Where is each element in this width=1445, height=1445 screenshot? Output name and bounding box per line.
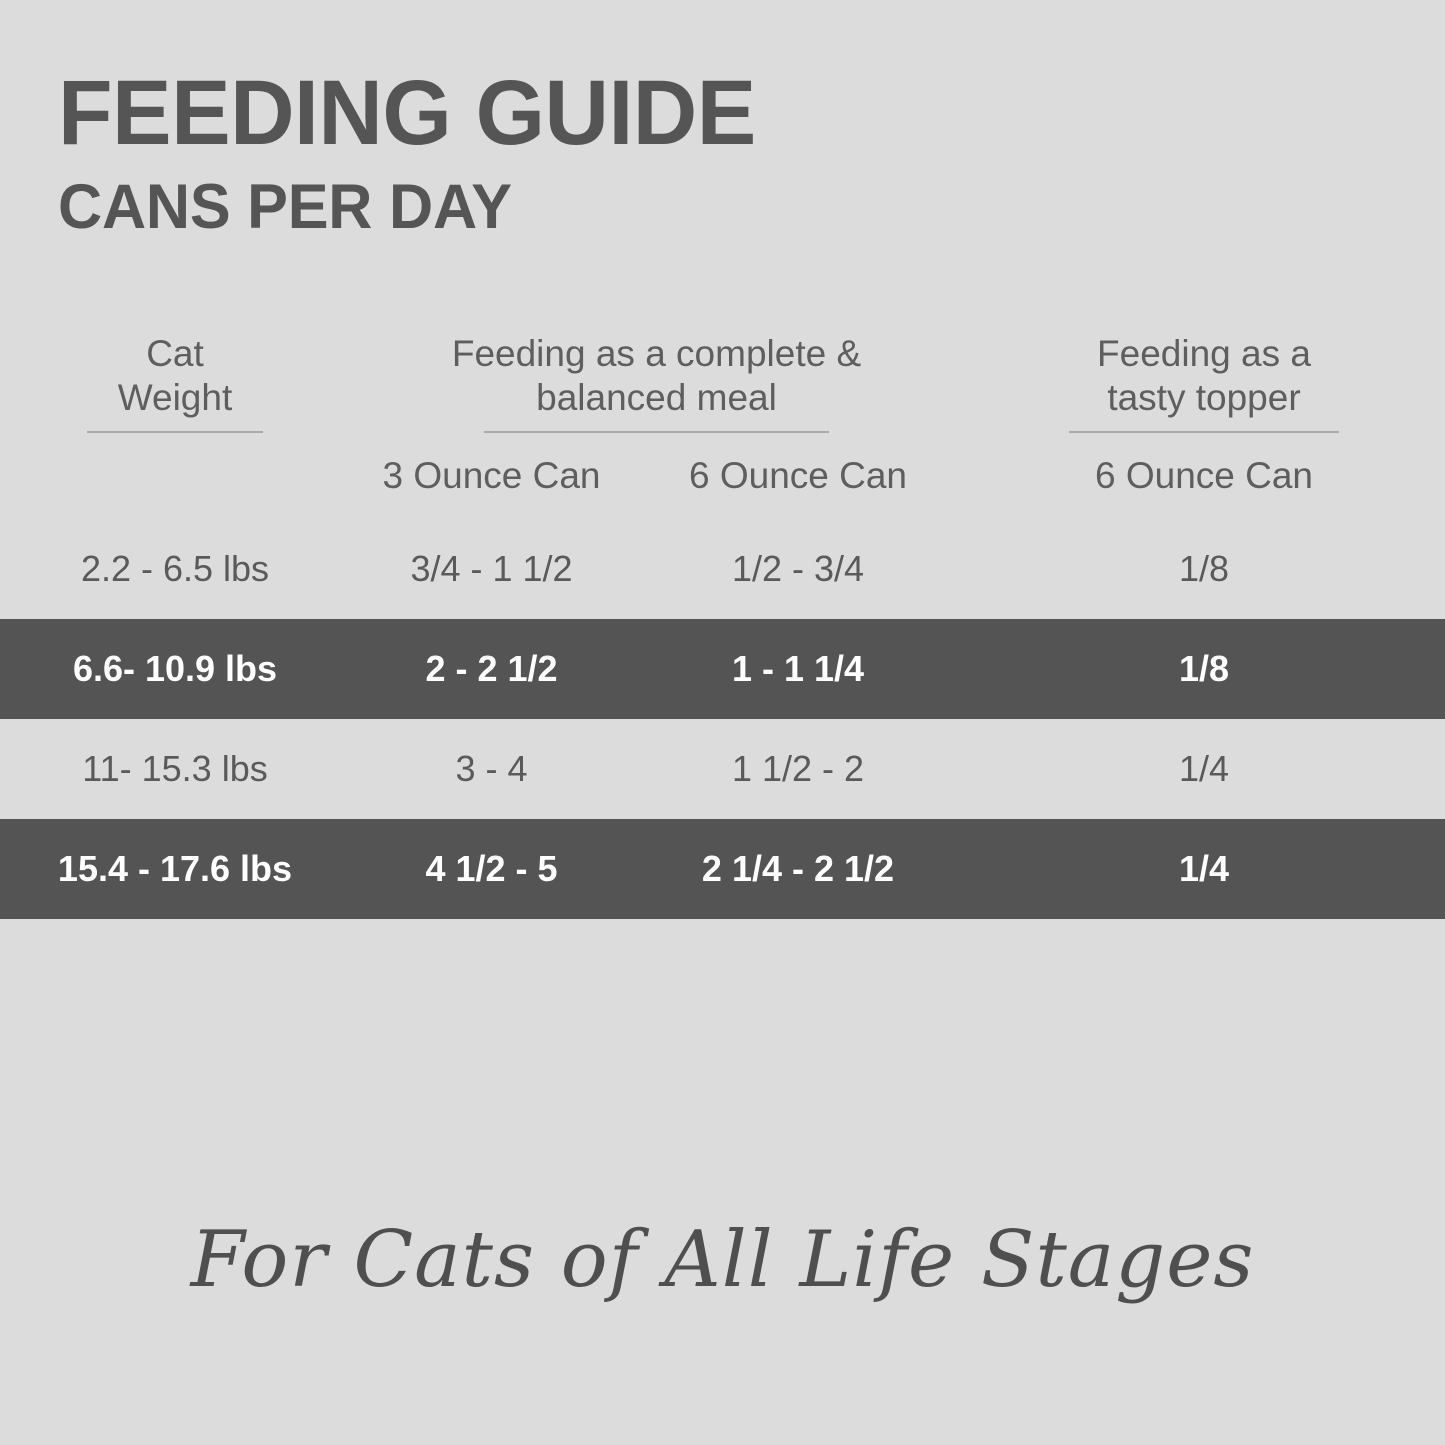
cell-complete-3oz: 3 - 4 [455, 747, 528, 789]
header-complete-balanced [350, 332, 963, 433]
page-subtitle: CANS PER DAY [58, 172, 512, 243]
cell-complete-6oz: 2 1/4 - 2 1/2 [701, 847, 895, 889]
header-rule-topper [1069, 431, 1339, 433]
footer-tagline: For Cats of All Life Stages [190, 1215, 1255, 1305]
header-rule-complete [484, 431, 829, 433]
title-block [58, 62, 777, 243]
cell-weight: 6.6- 10.9 lbs [72, 647, 278, 689]
subheader-complete-6oz: 6 Ounce Can [688, 454, 908, 496]
subheader-spacer [0, 497, 1445, 519]
table-subheader-row [0, 455, 1445, 497]
cell-topper-6oz: 1/8 [1178, 547, 1230, 589]
feeding-table [0, 332, 1445, 919]
cell-weight: 11- 15.3 lbs [82, 747, 268, 789]
cell-complete-6oz: 1 1/2 - 2 [731, 747, 865, 789]
header-cat-weight-line1: Cat [146, 333, 204, 374]
cell-weight: 2.2 - 6.5 lbs [80, 547, 270, 589]
cell-complete-3oz: 2 - 2 1/2 [425, 647, 558, 689]
cell-topper-6oz: 1/4 [1178, 747, 1230, 789]
table-row [0, 519, 1445, 619]
table-header-row [0, 332, 1445, 433]
cell-complete-3oz: 3/4 - 1 1/2 [410, 547, 573, 589]
cell-topper-6oz: 1/4 [1178, 847, 1230, 889]
header-cat-weight [0, 332, 350, 433]
header-topper-line1: Feeding as a [1097, 333, 1311, 374]
header-complete-line1: Feeding as a complete & [451, 333, 862, 374]
table-row [0, 619, 1445, 719]
header-complete-line2: balanced meal [536, 377, 777, 419]
table-row [0, 719, 1445, 819]
cell-weight: 15.4 - 17.6 lbs [57, 847, 293, 889]
header-cat-weight-line2: Weight [117, 377, 233, 419]
header-rule-weight [87, 431, 263, 433]
cell-complete-6oz: 1/2 - 3/4 [731, 547, 865, 589]
header-tasty-topper [963, 332, 1445, 433]
header-topper-line2: tasty topper [1107, 377, 1301, 419]
page-title: FEEDING GUIDE [58, 62, 756, 164]
cell-topper-6oz: 1/8 [1178, 647, 1230, 689]
cell-complete-3oz: 4 1/2 - 5 [425, 847, 558, 889]
table-row [0, 819, 1445, 919]
subheader-topper-6oz: 6 Ounce Can [1094, 454, 1314, 496]
cell-complete-6oz: 1 - 1 1/4 [731, 647, 865, 689]
subheader-complete-3oz: 3 Ounce Can [382, 454, 601, 496]
